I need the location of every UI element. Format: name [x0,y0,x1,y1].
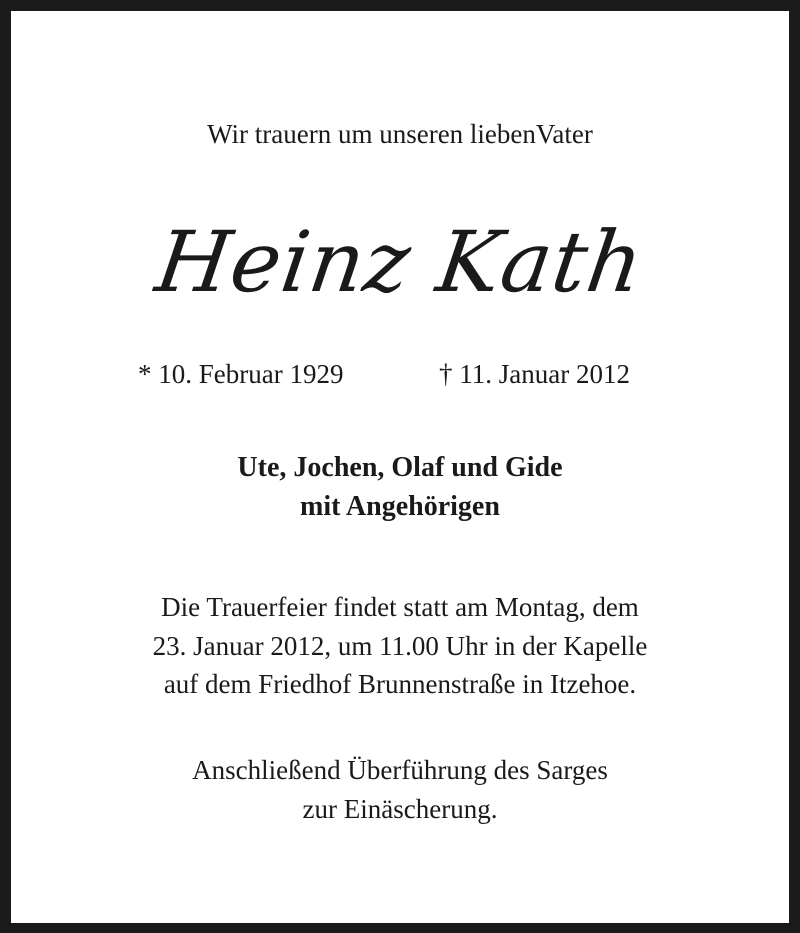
after-line-2: zur Einäscherung. [302,794,498,824]
service-line-1: Die Trauerfeier findet statt am Montag, dem [161,592,639,622]
service-line-2: 23. Januar 2012, um 11.00 Uhr in der Kapelle [152,631,648,661]
mourners-line-2: mit Angehörigen [300,491,500,522]
mourners-line-1: Ute, Jochen, Olaf und Gide [237,452,563,483]
death-date: † 11. Januar 2012 [439,359,630,389]
service-line-3: auf dem Friedhof Brunnenstraße in Itzehoe. [163,669,637,699]
deceased-name: Heinz Kath [150,213,650,311]
birth-date: * 10. Februar 1929 [138,359,344,389]
life-dates [11,356,789,392]
intro-text: Wir trauern um unseren liebenVater [207,119,593,149]
after-line-1: Anschließend Überführung des Sarges [192,755,608,785]
